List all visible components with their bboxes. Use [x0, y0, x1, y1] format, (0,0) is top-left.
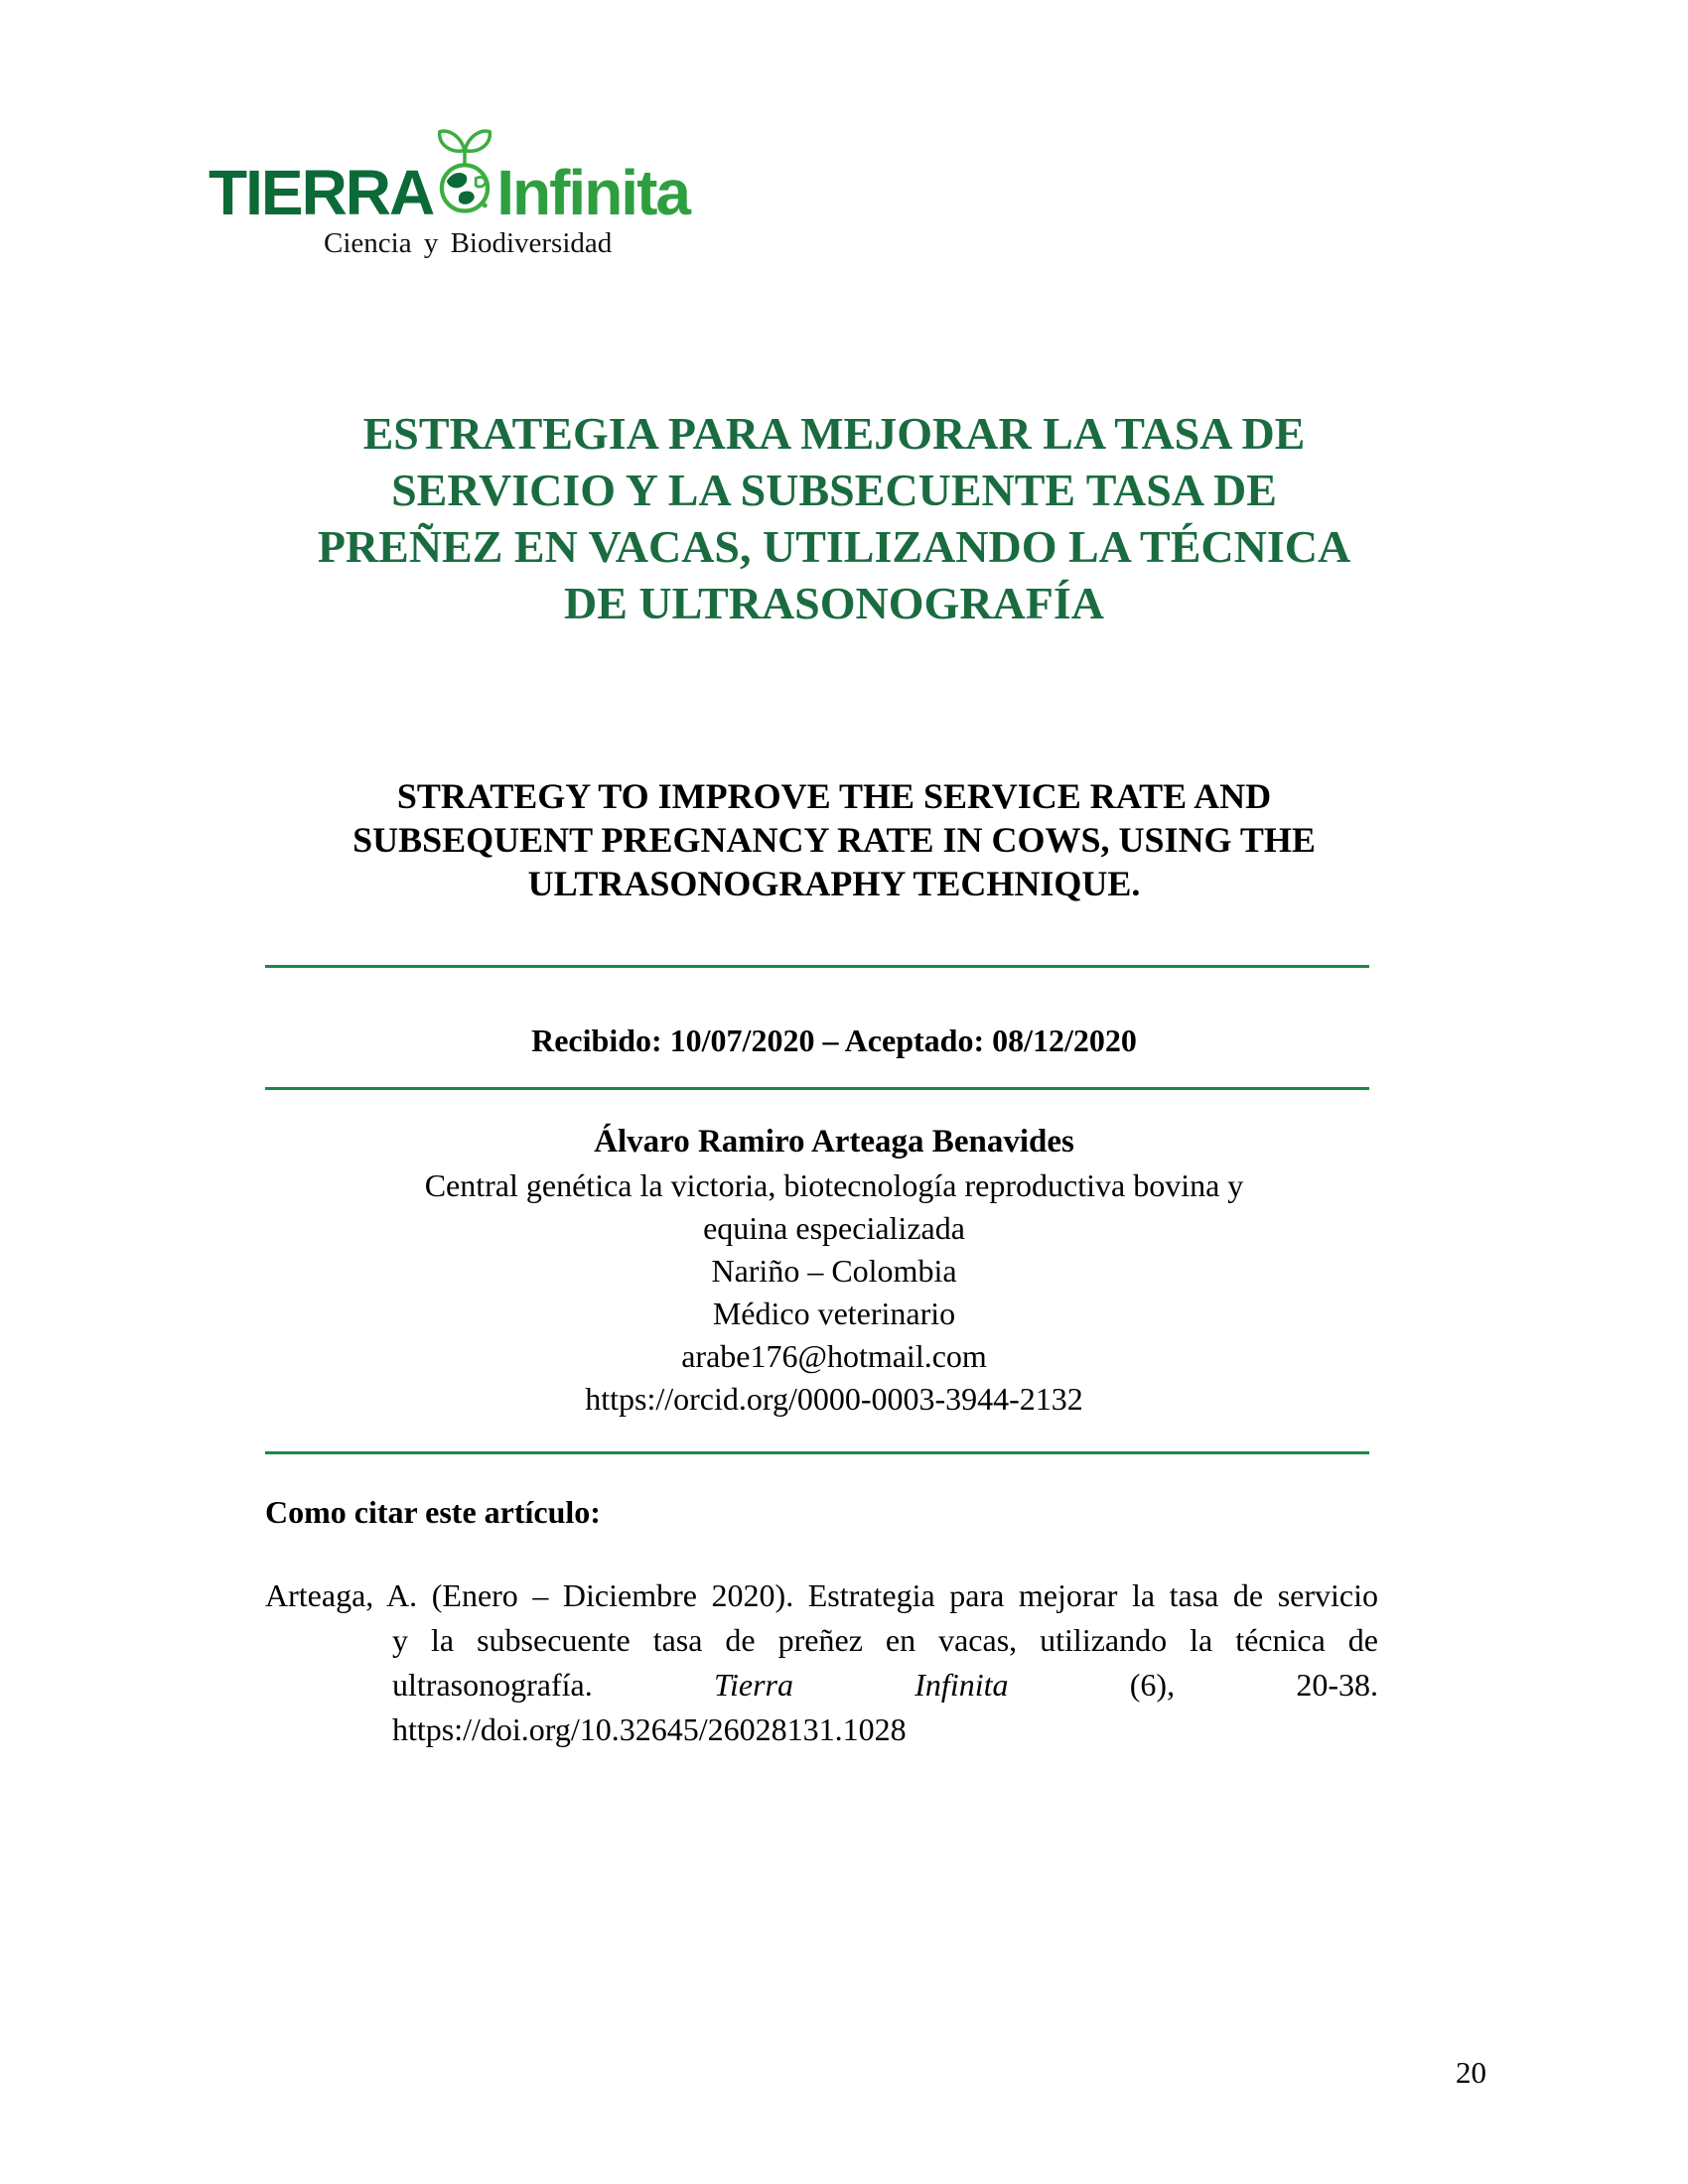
- page-number: 20: [1456, 2055, 1486, 2090]
- divider-rule-middle: [265, 1087, 1369, 1090]
- citation-word: ultrasonografía.: [392, 1667, 593, 1703]
- logo-tagline: Ciencia y Biodiversidad: [324, 227, 613, 259]
- citation-line: y la subsecuente tasa de preñez en vacas, utilizando la técnica de: [392, 1622, 1378, 1658]
- divider-rule-top: [265, 965, 1369, 968]
- title-en-line: STRATEGY TO IMPROVE THE SERVICE RATE AND: [396, 776, 1272, 816]
- author-role: Médico veterinario: [712, 1296, 956, 1331]
- author-affiliation-line1: Central genética la victoria, biotecnología reproductiva bovina y: [424, 1167, 1244, 1203]
- logo-row: [209, 107, 689, 228]
- citation-issue: (6),: [1129, 1667, 1176, 1703]
- citation-journal-name-part: Infinita: [914, 1667, 1009, 1703]
- globe-sprout-icon: [430, 107, 499, 224]
- article-title-spanish: [263, 405, 1405, 631]
- citation-line: [265, 1663, 1378, 1707]
- title-es-line: DE ULTRASONOGRAFÍA: [563, 578, 1104, 628]
- author-location: Nariño – Colombia: [711, 1253, 957, 1289]
- citation-heading: Como citar este artículo:: [265, 1494, 601, 1530]
- citation-journal-name-part: Tierra: [713, 1667, 793, 1703]
- citation-doi-url: https://doi.org/10.32645/26028131.1028: [392, 1711, 907, 1747]
- title-en-line: SUBSEQUENT PREGNANCY RATE IN COWS, USING THE: [352, 820, 1316, 860]
- logo-brand-tierra: TIERRA: [209, 157, 434, 228]
- title-en-line: ULTRASONOGRAPHY TECHNIQUE.: [527, 864, 1141, 903]
- title-es-line: ESTRATEGIA PARA MEJORAR LA TASA DE: [362, 408, 1306, 459]
- title-es-line: SERVICIO Y LA SUBSECUENTE TASA DE: [391, 465, 1277, 515]
- author-block: [263, 1120, 1405, 1421]
- author-email: arabe176@hotmail.com: [681, 1338, 987, 1374]
- author-affiliation-line2: equina especializada: [703, 1210, 965, 1246]
- logo-brand-infinita: Infinita: [496, 157, 689, 228]
- author-name: Álvaro Ramiro Arteaga Benavides: [594, 1124, 1074, 1160]
- received-accepted-dates: Recibido: 10/07/2020 – Aceptado: 08/12/2020: [531, 1023, 1137, 1058]
- article-title-english: [263, 774, 1405, 905]
- citation-line: Arteaga, A. (Enero – Diciembre 2020). Estrategia para mejorar la tasa de servicio: [265, 1577, 1378, 1613]
- divider-rule-bottom: [265, 1451, 1369, 1454]
- title-es-line: PREÑEZ EN VACAS, UTILIZANDO LA TÉCNICA: [317, 521, 1351, 572]
- journal-logo: [209, 107, 689, 260]
- citation-paragraph: [265, 1573, 1378, 1752]
- citation-pages: 20-38.: [1296, 1667, 1378, 1703]
- author-orcid-url: https://orcid.org/0000-0003-3944-2132: [585, 1381, 1083, 1417]
